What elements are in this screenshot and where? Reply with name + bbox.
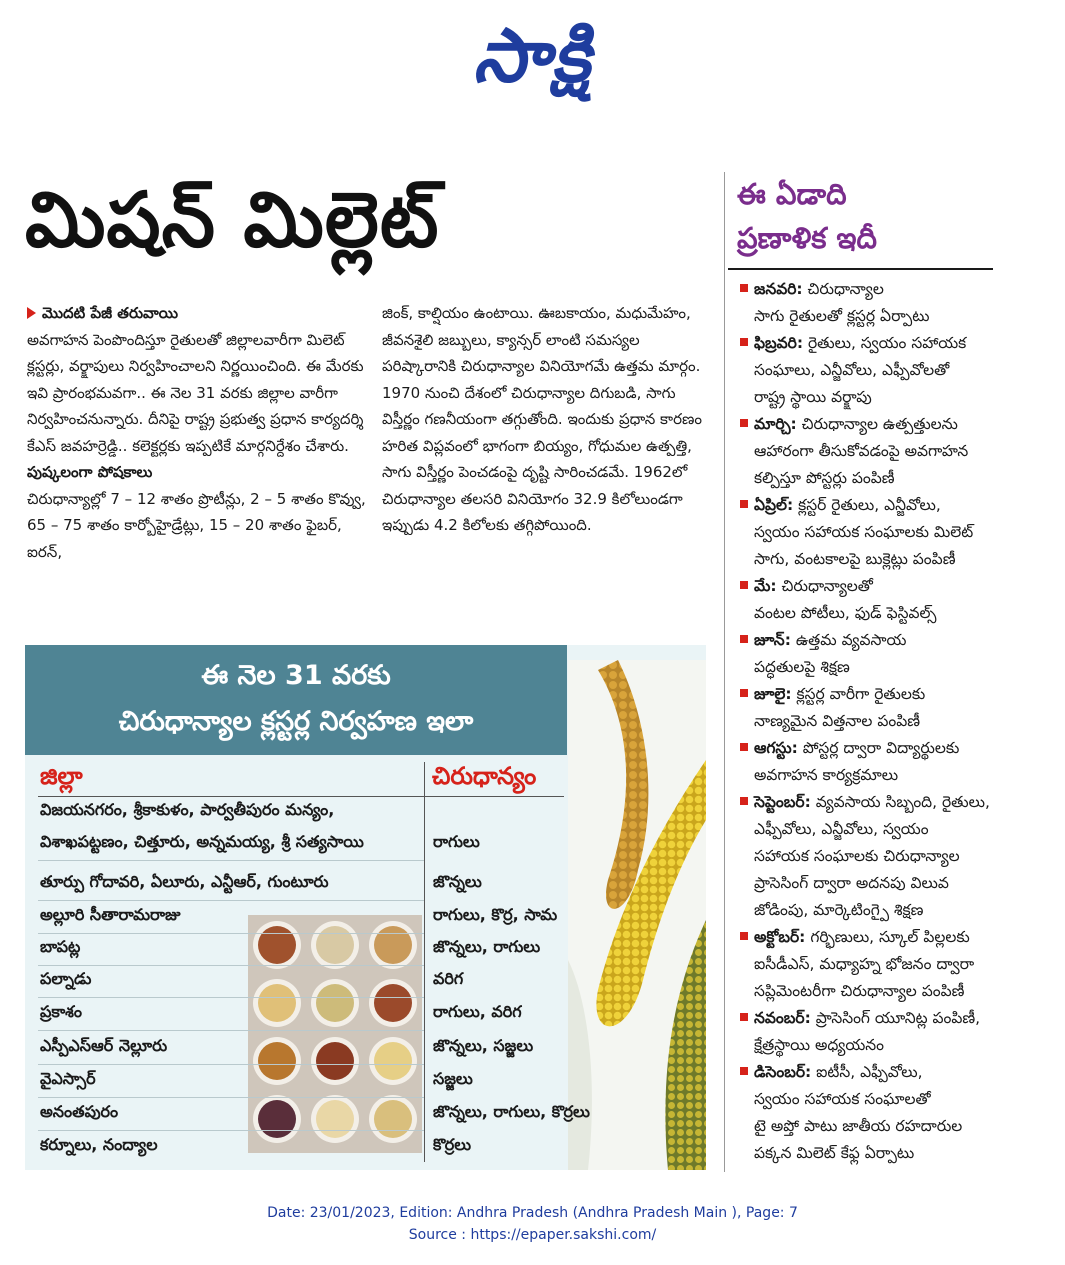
schedule-text-continued: స్వయం సహాయక సంఘాలతో <box>754 1090 931 1108</box>
schedule-text-continued: స్వయం సహాయక సంఘాలకు మిలెట్ <box>754 523 974 541</box>
article-column-1 <box>27 300 367 565</box>
schedule-item <box>740 492 1058 573</box>
schedule-text-continued: సహాయక సంఘాలకు చిరుధాన్యాల <box>754 847 960 865</box>
schedule-text: ఐటీసీ, ఎఫ్పీవోలు, <box>811 1063 923 1081</box>
square-bullet-icon <box>740 932 748 940</box>
table-row-rule <box>38 997 424 998</box>
schedule-month: డిసెంబర్: <box>754 1063 812 1081</box>
schedule-month: సెప్టెంబర్: <box>754 793 811 811</box>
millet-cell: జొన్నలు <box>433 872 482 891</box>
schedule-text-continued: పక్కన మిలెట్ కేఫ్ల ఏర్పాటు <box>754 1144 915 1162</box>
edition-footer <box>0 1202 1065 1246</box>
newspaper-logo: సాక్షి <box>473 13 592 99</box>
table-row-rule <box>38 1097 424 1098</box>
triangle-marker-icon <box>27 307 36 319</box>
millet-cell: వరిగ <box>433 969 464 988</box>
banner-title-line: చిరుధాన్యాల క్లస్టర్ల నిర్వహణ ఇలా <box>118 706 474 737</box>
schedule-text-continued: వంటల పోటీలు, ఫుడ్ ఫెస్టివల్స్ <box>754 604 937 622</box>
square-bullet-icon <box>740 581 748 589</box>
district-cell: పల్నాడు <box>40 969 92 988</box>
millet-cell: కొర్రలు <box>433 1135 472 1154</box>
schedule-month: నవంబర్: <box>754 1009 811 1027</box>
schedule-month: జూలై: <box>754 685 792 703</box>
headline: మిషన్ మిల్లెట్ <box>25 175 440 264</box>
square-bullet-icon <box>740 1013 748 1021</box>
schedule-item <box>740 330 1058 411</box>
table-row-rule <box>38 860 424 861</box>
millet-cell: సజ్జలు <box>433 1069 473 1088</box>
schedule-text-continued: ఆహారంగా తీసుకోవడంపై అవగాహన <box>754 442 969 460</box>
article-paragraph: చిరుధాన్యాల్లో 7 – 12 శాతం ప్రొటీన్లు, 2 – 5 శాతం కొవ్వు, 65 – 75 శాతం కార్బోహైడ్రేట్లు, 15 – 20 శాతం ఫైబర్, ఐరన్, <box>27 489 366 561</box>
millet-cell: రాగులు, కొర్ర, సామ <box>433 905 558 924</box>
table-header-rule <box>38 796 564 797</box>
schedule-text: ప్రాసెసింగ్ యూనిట్ల పంపిణీ, <box>810 1009 981 1027</box>
table-row-rule <box>38 933 424 934</box>
schedule-text: పోస్టర్ల ద్వారా విద్యార్థులకు <box>797 739 960 757</box>
square-bullet-icon <box>740 284 748 292</box>
district-cell: వైఎస్సార్ <box>40 1069 96 1088</box>
schedule-text-continued: టై అప్తో పాటు జాతీయ రహదారుల <box>754 1117 963 1135</box>
schedule-item <box>740 789 1058 924</box>
schedule-text-continued: ఎఫ్పీవోలు, ఎన్జీవోలు, స్వయం <box>754 820 929 838</box>
schedule-month: ఏప్రిల్: <box>754 496 794 514</box>
table-row-rule <box>38 1064 424 1065</box>
schedule-text: ఉత్తమ వ్యవసాయ <box>790 631 907 649</box>
schedule-month: మే: <box>754 577 777 595</box>
schedule-text-continued: క్షేత్రస్థాయి అధ్యయనం <box>754 1036 884 1054</box>
edition-info: Date: 23/01/2023, Edition: Andhra Pradesh (Andhra Pradesh Main ), Page: 7 <box>267 1205 798 1221</box>
millet-cell: జొన్నలు, సజ్జలు <box>433 1036 534 1055</box>
schedule-item <box>740 735 1058 789</box>
millet-cell: జొన్నలు, రాగులు <box>433 937 541 956</box>
table-row-rule <box>38 1030 424 1031</box>
article-subhead: పుష్కలంగా పోషకాలు <box>27 463 153 481</box>
schedule-text-continued: పద్ధతులపై శిక్షణ <box>754 658 850 676</box>
district-cell: విజయనగరం, శ్రీకాకుళం, పార్వతీపురం మన్యం, <box>40 800 335 819</box>
square-bullet-icon <box>740 635 748 643</box>
schedule-month: జూన్: <box>754 631 791 649</box>
schedule-text: క్లస్టర్ రైతులు, ఎన్జీవోలు, <box>793 496 941 514</box>
schedule-item <box>740 1059 1058 1167</box>
schedule-text-continued: జోడింపు, మార్కెటింగ్పై శిక్షణ <box>754 901 924 919</box>
sidebar-heading-line: ప్రణాళిక ఇదీ <box>737 221 877 255</box>
schedule-text-continued: సప్లిమెంటరీగా చిరుధాన్యాల పంపిణీ <box>754 982 965 1000</box>
district-cell: అల్లూరి సీతారామరాజు <box>40 905 181 924</box>
source-info: Source : https://epaper.sakshi.com/ <box>408 1227 657 1243</box>
district-cell: తూర్పు గోదావరి, ఏలూరు, ఎన్టీఆర్, గుంటూరు <box>40 872 329 891</box>
schedule-text: చిరుధాన్యాల ఉత్పత్తులను <box>796 415 958 433</box>
millet-cell: రాగులు, వరిగ <box>433 1002 522 1021</box>
table-row-rule <box>38 1130 424 1131</box>
schedule-item <box>740 924 1058 1005</box>
schedule-text-continued: ప్రాసెసింగ్ ద్వారా అదనపు విలువ <box>754 874 949 892</box>
schedule-item <box>740 1005 1058 1059</box>
banner-title-line: ఈ నెల 31 వరకు <box>201 660 391 691</box>
millet-cell: రాగులు <box>433 832 480 851</box>
schedule-month: ఆగస్టు: <box>754 739 798 757</box>
district-cell: విశాఖపట్టణం, చిత్తూరు, అన్నమయ్య, శ్రీ సత్యసాయి <box>40 832 364 851</box>
schedule-text: క్లస్టర్ల వారీగా రైతులకు <box>791 685 926 703</box>
schedule-text-continued: నాణ్యమైన విత్తనాల పంపిణీ <box>754 712 921 730</box>
square-bullet-icon <box>740 689 748 697</box>
article-paragraph: అవగాహన పెంపొందిస్తూ రైతులతో జిల్లాలవారీగా మిలెట్ క్లస్టర్లు, వర్క్షాపులు నిర్వహించాలని నిర్ణయించింది. ఈ మేరకు ఇవి ప్రారంభమవగా.. ఈ నెల 31 వరకు జిల్లాల వారీగా నిర్వహించనున్నారు. దీనిపై రాష్ట్ర ప్రభుత్వ ప్రధాన కార్యదర్శి కేఎస్ జవహర్రెడ్డి.. కలెక్టర్లకు ఇప్పటికే మార్గనిర్దేశం చేశారు. <box>27 330 364 455</box>
schedule-text: వ్యవసాయ సిబ్బంది, రైతులు, <box>810 793 990 811</box>
schedule-text: రైతులు, స్వయం సహాయక <box>803 334 967 352</box>
schedule-text-continued: సాగు రైతులతో క్లస్టర్ల ఏర్పాటు <box>754 307 930 325</box>
millet-cell: జొన్నలు, రాగులు, కొర్రలు <box>433 1102 590 1121</box>
schedule-item <box>740 411 1058 492</box>
cluster-box-banner <box>25 645 567 755</box>
district-cell: కర్నూలు, నంద్యాల <box>40 1135 158 1154</box>
square-bullet-icon <box>740 797 748 805</box>
district-cell: బాపట్ల <box>40 937 81 956</box>
district-cell: ఎస్పీఎస్ఆర్ నెల్లూరు <box>40 1036 168 1055</box>
column-header-district: జిల్లా <box>40 762 83 790</box>
monthly-schedule-list <box>740 276 1058 1167</box>
schedule-text-continued: సాగు, వంటకాలపై బుక్లెట్లు పంపిణీ <box>754 550 956 568</box>
square-bullet-icon <box>740 338 748 346</box>
schedule-item <box>740 681 1058 735</box>
jump-line <box>27 300 367 327</box>
table-column-divider <box>424 762 425 1162</box>
schedule-month: ఫిబ్రవరి: <box>754 334 804 352</box>
schedule-text-continued: సంఘాలు, ఎన్జీవోలు, ఎఫ్పీవోలతో <box>754 361 950 379</box>
masthead <box>0 8 1065 104</box>
sidebar-heading-rule <box>728 268 993 270</box>
square-bullet-icon <box>740 1067 748 1075</box>
schedule-item <box>740 627 1058 681</box>
sidebar-heading-line: ఈ ఏడాది <box>737 177 847 211</box>
article-column-2 <box>382 300 712 539</box>
schedule-text-continued: అవగాహన కార్యక్రమాలు <box>754 766 899 784</box>
table-row-rule <box>38 965 424 966</box>
schedule-item <box>740 573 1058 627</box>
square-bullet-icon <box>740 419 748 427</box>
schedule-item <box>740 276 1058 330</box>
schedule-text-continued: రాష్ట్ర స్థాయి వర్క్షాపు <box>754 388 872 406</box>
sidebar-divider <box>724 172 725 1172</box>
square-bullet-icon <box>740 500 748 508</box>
district-cell: అనంతపురం <box>40 1102 119 1121</box>
district-cell: ప్రకాశం <box>40 1002 83 1021</box>
square-bullet-icon <box>740 743 748 751</box>
schedule-text: చిరుధాన్యాల <box>802 280 884 298</box>
schedule-month: జనవరి: <box>754 280 803 298</box>
table-row-rule <box>38 900 424 901</box>
schedule-text: గర్భిణులు, స్కూల్ పిల్లలకు <box>805 928 970 946</box>
schedule-text: చిరుధాన్యాలతో <box>776 577 873 595</box>
column-header-millet: చిరుధాన్యం <box>432 762 537 790</box>
schedule-text-continued: ఐసీడీఎస్, మధ్యాహ్న భోజనం ద్వారా <box>754 955 975 973</box>
sidebar-heading <box>737 172 1037 260</box>
schedule-text-continued: కల్పిస్తూ పోస్టర్లు పంపిణీ <box>754 469 895 487</box>
article-paragraph: జింక్, కాల్షియం ఉంటాయి. ఊబకాయం, మధుమేహం, జీవనశైలి జబ్బులు, క్యాన్సర్ లాంటి సమస్యల పరిష్కారానికి చిరుధాన్యాల వినియోగమే ఉత్తమ మార్గం. 1970 నుంచి దేశంలో చిరుధాన్యాల దిగుబడి, సాగు విస్తీర్ణం గణనీయంగా తగ్గుతోంది. ఇందుకు ప్రధాన కారణం హరిత విప్లవంలో భాగంగా బియ్యం, గోధుమల ఉత్పత్తి, సాగు విస్తీర్ణం పెంచడంపై దృష్టి సారించడమే. 1962లో చిరుధాన్యాల తలసరి వినియోగం 32.9 కిలోలుండగా ఇప్పుడు 4.2 కిలోలకు తగ్గిపోయింది. <box>382 304 702 534</box>
schedule-month: మార్చి: <box>754 415 797 433</box>
schedule-month: అక్టోబర్: <box>754 928 806 946</box>
continued-from-label: మొదటి పేజీ తరువాయి <box>42 304 179 322</box>
